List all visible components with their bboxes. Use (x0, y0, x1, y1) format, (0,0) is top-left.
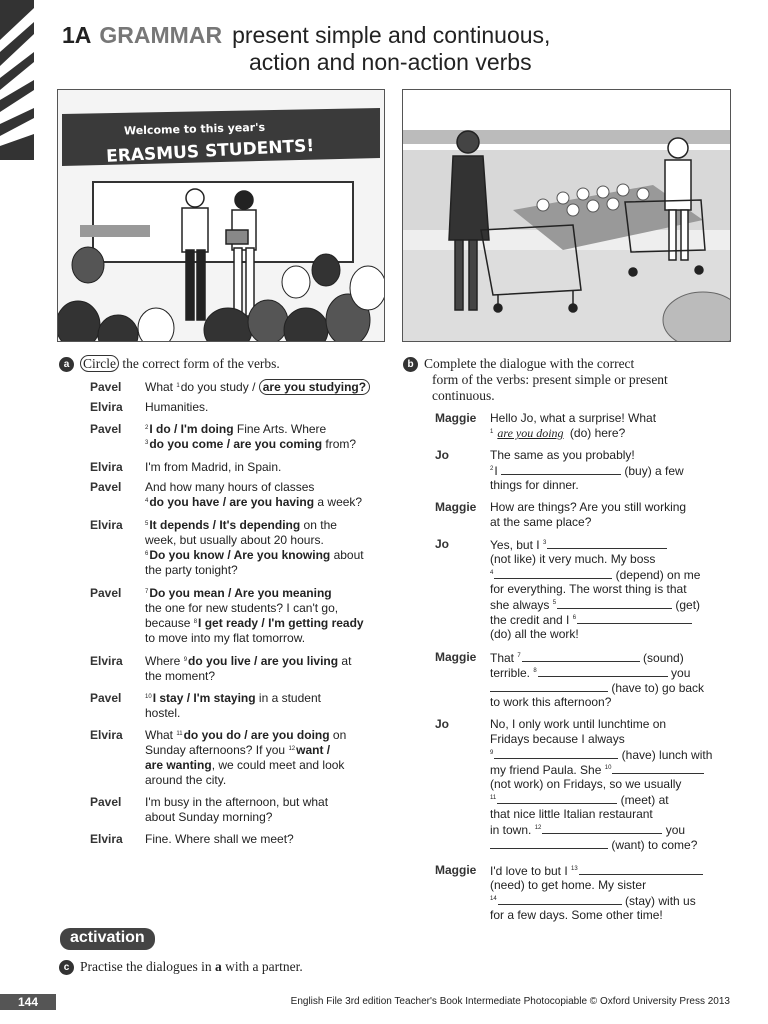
dialogue-a-speaker: Pavel (90, 691, 122, 705)
question-number: 7 (145, 589, 149, 595)
line-text: she always (490, 598, 553, 612)
line-text: (have) lunch with (618, 748, 713, 762)
dialogue-a-line (145, 810, 272, 826)
line-text: (not work) on Fridays, so we usually (490, 777, 682, 791)
dialogue-b-line (490, 500, 686, 516)
dialogue-a-speaker: Elvira (90, 400, 123, 414)
dialogue-b-line (490, 515, 591, 531)
line-text: (get) (672, 598, 701, 612)
line-text: around the city. (145, 773, 227, 787)
question-number: 6 (572, 615, 577, 621)
dialogue-a-line (145, 706, 180, 722)
question-number: 8 (533, 668, 537, 674)
dialogue-b-line (490, 448, 635, 464)
section-a-instruction-text: the correct form of the verbs. (119, 356, 280, 371)
line-text: about (330, 548, 364, 562)
dialogue-b-speaker: Jo (435, 717, 450, 731)
line-text: I'd love to but I (490, 864, 572, 878)
dialogue-a-speaker: Elvira (90, 654, 123, 668)
dialogue-a-line (145, 533, 324, 549)
line-text: (not like) it very much. My boss (490, 552, 656, 566)
line-text: do you come / are you coming (149, 437, 323, 451)
line-text: at (338, 654, 352, 668)
banner (62, 108, 380, 167)
dialogue-b-line (490, 807, 653, 823)
dialogue-b-line (490, 411, 656, 427)
line-text: I get ready / I'm getting ready (198, 616, 364, 630)
answer-blank[interactable] (542, 822, 662, 834)
line-text: What (145, 728, 177, 742)
line-text: want / (296, 743, 331, 757)
line-text: Fine Arts. Where (233, 422, 327, 436)
dialogue-b-line (490, 582, 687, 598)
line-text: you (662, 823, 686, 837)
dialogue-b-line (490, 777, 681, 793)
answer-blank[interactable] (547, 537, 667, 549)
answer-blank[interactable] (577, 612, 692, 624)
line-text: (buy) a few (621, 464, 684, 478)
question-number: 9 (490, 750, 494, 756)
supermarket-illustration (402, 89, 731, 342)
dialogue-a-line (145, 380, 370, 396)
line-text: (want) to come? (608, 838, 698, 852)
section-c-text-post: with a partner. (221, 959, 303, 974)
line-text: I (494, 464, 502, 478)
line-text: I'm from Madrid, in Spain. (145, 460, 282, 474)
line-text: Do you mean / Are you meaning (149, 586, 332, 600)
dialogue-b-speaker: Maggie (435, 411, 477, 425)
line-text: for a few days. Some other time! (490, 908, 663, 922)
banner-line-2: ERASMUS STUDENTS! (105, 135, 315, 167)
line-text: How are things? Are you still working (490, 500, 687, 514)
dialogue-a-line (145, 758, 344, 774)
question-number: 4 (490, 570, 494, 576)
line-text: in a student (255, 691, 321, 705)
copyright-credit: English File 3rd edition Teacher's Book Intermediate Photocopiable © Oxford University Press 2013 (290, 996, 730, 1007)
question-number: 11 (176, 731, 183, 737)
line-text: Fridays because I always (490, 732, 625, 746)
dialogue-a-line (145, 422, 326, 438)
line-text: (depend) on me (612, 568, 701, 582)
page-number: 144 (0, 994, 56, 1010)
dialogue-a-speaker: Pavel (90, 586, 122, 600)
lesson-label: GRAMMAR (99, 22, 223, 48)
dialogue-a-speaker: Pavel (90, 380, 122, 394)
answer-blank[interactable] (497, 792, 617, 804)
dialogue-b-line (490, 908, 663, 924)
answer-blank[interactable] (522, 650, 640, 662)
section-c-badge: c (59, 960, 74, 975)
dialogue-b-line (490, 837, 697, 854)
line-text: in town. (490, 823, 535, 837)
line-text: things for dinner. (490, 478, 579, 492)
section-b-badge: b (403, 357, 418, 372)
dialogue-a-line (145, 654, 351, 670)
answer-blank[interactable] (490, 680, 608, 692)
dialogue-b-line (490, 478, 579, 494)
classroom-illustration (57, 89, 385, 342)
dialogue-b-line (490, 717, 666, 733)
line-text: What (145, 380, 177, 394)
line-text: Where (145, 654, 184, 668)
dialogue-b-speaker: Jo (435, 537, 450, 551)
dialogue-a-line (145, 437, 356, 453)
question-number: 6 (145, 551, 149, 557)
line-text: Humanities. (145, 400, 209, 414)
circled-answer: are you studying? (259, 379, 370, 395)
dialogue-a-line (145, 548, 364, 564)
circle-word: Circle (80, 355, 119, 372)
line-text: at the same place? (490, 515, 592, 529)
section-a-badge: a (59, 357, 74, 372)
question-number: 3 (145, 440, 149, 446)
line-text: the one for new students? I can't go, (145, 601, 339, 615)
dialogue-a-line (145, 460, 281, 476)
dialogue-b-line (490, 878, 646, 894)
question-number: 13 (571, 866, 578, 872)
banner-line-1: Welcome to this year's (123, 120, 266, 138)
section-c-text-bold: a (214, 959, 222, 974)
question-number: 14 (490, 896, 497, 902)
answer-blank[interactable] (612, 762, 704, 774)
title-line-1: present simple and continuous, (232, 22, 551, 48)
dialogue-a-line (145, 631, 305, 647)
dialogue-b-line (490, 627, 579, 643)
dialogue-a-speaker: Elvira (90, 518, 123, 532)
line-text: (have to) go back (608, 681, 705, 695)
dialogue-a-line (145, 616, 364, 632)
line-text: the credit and I (490, 613, 573, 627)
dialogue-a-speaker: Pavel (90, 422, 122, 436)
dialogue-b-line (490, 732, 625, 748)
dialogue-a-line (145, 795, 328, 811)
question-number: 9 (183, 657, 188, 663)
line-text: It depends / It's depending (149, 518, 301, 532)
line-text: (need) to get home. My sister (490, 878, 647, 892)
section-c-text-pre: Practise the dialogues in (80, 959, 215, 974)
line-text: And how many hours of classes (145, 480, 315, 494)
title-line-2: action and non-action verbs (249, 49, 532, 75)
question-number: 12 (288, 746, 296, 752)
line-text: do you have / are you having (149, 495, 315, 509)
dialogue-a-line (145, 480, 314, 496)
answer-blank[interactable] (501, 463, 621, 475)
answer-blank[interactable] (557, 597, 672, 609)
question-number: 2 (490, 466, 494, 472)
line-text: that nice little Italian restaurant (490, 807, 653, 821)
sunburst-decoration (0, 0, 34, 160)
line-text: The same as you probably! (490, 448, 635, 462)
answer-blank[interactable] (494, 567, 612, 579)
dialogue-a-line (145, 563, 238, 579)
page-title (62, 22, 551, 75)
question-number: 10 (604, 765, 612, 771)
line-text: a week? (314, 495, 363, 509)
dialogue-a-line (145, 601, 338, 617)
question-number: 1 (490, 429, 494, 435)
dialogue-a-line (145, 518, 337, 534)
dialogue-a-line (145, 832, 294, 848)
line-text: do you live / are you living (188, 654, 339, 668)
dialogue-a-line (145, 773, 226, 789)
section-b-instruction-line-2: form of the verbs: present simple or present (432, 372, 668, 388)
line-text: week, but usually about 20 hours. (145, 533, 324, 547)
section-a-instruction (59, 356, 280, 372)
dialogue-a-line (145, 400, 208, 416)
line-text: That (490, 651, 518, 665)
line-text: I stay / I'm staying (152, 691, 256, 705)
line-text: about Sunday morning? (145, 810, 273, 824)
section-c-instruction (59, 959, 303, 975)
question-number: 12 (534, 825, 542, 831)
line-text: to move into my flat tomorrow. (145, 631, 306, 645)
question-number: 1 (176, 383, 180, 389)
line-text: to work this afternoon? (490, 695, 612, 709)
line-text: you (667, 666, 691, 680)
dialogue-a-line (145, 586, 332, 602)
question-number: 2 (145, 425, 149, 431)
line-text: Fine. Where shall we meet? (145, 832, 294, 846)
supermarket-drawing (403, 90, 730, 341)
question-number: 5 (552, 600, 557, 606)
dialogue-a-line (145, 728, 346, 744)
dialogue-a-line (145, 743, 330, 759)
dialogue-a-speaker: Elvira (90, 832, 123, 846)
section-b-instruction (403, 356, 668, 404)
answer-blank[interactable] (498, 893, 622, 905)
question-number: 4 (145, 498, 149, 504)
line-text: for everything. The worst thing is that (490, 582, 687, 596)
line-text: are wanting (145, 758, 212, 772)
page-footer (0, 992, 768, 1012)
line-text: Yes, but I (490, 538, 543, 552)
line-text: Do you know / Are you knowing (149, 548, 331, 562)
question-number: 11 (490, 795, 497, 801)
line-text: from? (322, 437, 357, 451)
line-text: No, I only work until lunchtime on (490, 717, 667, 731)
dialogue-a-line (145, 495, 362, 511)
question-number: 10 (145, 694, 152, 700)
line-text: terrible. (490, 666, 534, 680)
dialogue-a-line (145, 669, 215, 685)
dialogue-a-speaker: Pavel (90, 795, 122, 809)
section-b-instruction-line-3: continuous. (432, 388, 495, 404)
dialogue-b-speaker: Maggie (435, 650, 477, 664)
dialogue-a-speaker: Elvira (90, 460, 123, 474)
dialogue-a-speaker: Elvira (90, 728, 123, 742)
question-number: 5 (145, 521, 149, 527)
dialogue-b-speaker: Maggie (435, 863, 477, 877)
line-text: (do) all the work! (490, 627, 579, 641)
line-text: hostel. (145, 706, 181, 720)
line-text: Hello Jo, what a surprise! What (490, 411, 657, 425)
line-text: the moment? (145, 669, 216, 683)
section-b-instruction-line-1: Complete the dialogue with the correct (424, 356, 635, 371)
example-answer: are you doing (497, 426, 564, 440)
line-text: I do / I'm doing (149, 422, 234, 436)
dialogue-b-line (490, 426, 625, 442)
line-text: because (145, 616, 194, 630)
line-text: (sound) (639, 651, 684, 665)
answer-blank[interactable] (538, 665, 668, 677)
activation-heading: activation (60, 928, 155, 950)
line-text: my friend Paula. She (490, 763, 605, 777)
line-text: on (329, 728, 347, 742)
question-number: 3 (542, 540, 547, 546)
dialogue-b-line (490, 695, 611, 711)
line-text: (meet) at (617, 793, 669, 807)
classroom-drawing (58, 90, 384, 341)
dialogue-a-line (145, 691, 321, 707)
line-text: do you do / are you doing (183, 728, 330, 742)
dialogue-b (435, 411, 735, 931)
line-text: (stay) with us (621, 894, 696, 908)
dialogue-b-line (490, 552, 655, 568)
line-text: on the (300, 518, 337, 532)
question-number: 7 (517, 653, 521, 659)
answer-blank[interactable] (579, 863, 703, 875)
line-text: do you study / (180, 380, 259, 394)
line-text: I'm busy in the afternoon, but what (145, 795, 329, 809)
answer-blank[interactable] (490, 837, 608, 849)
line-text: the party tonight? (145, 563, 238, 577)
line-text: (do) here? (566, 426, 626, 440)
line-text: Sunday afternoons? If you (145, 743, 289, 757)
dialogue-a-speaker: Pavel (90, 480, 122, 494)
question-number: 8 (193, 619, 198, 625)
lesson-code: 1A (62, 22, 92, 48)
dialogue-a (90, 380, 390, 850)
line-text: , we could meet and look (211, 758, 345, 772)
dialogue-b-speaker: Jo (435, 448, 450, 462)
answer-blank[interactable] (494, 747, 618, 759)
dialogue-b-speaker: Maggie (435, 500, 477, 514)
